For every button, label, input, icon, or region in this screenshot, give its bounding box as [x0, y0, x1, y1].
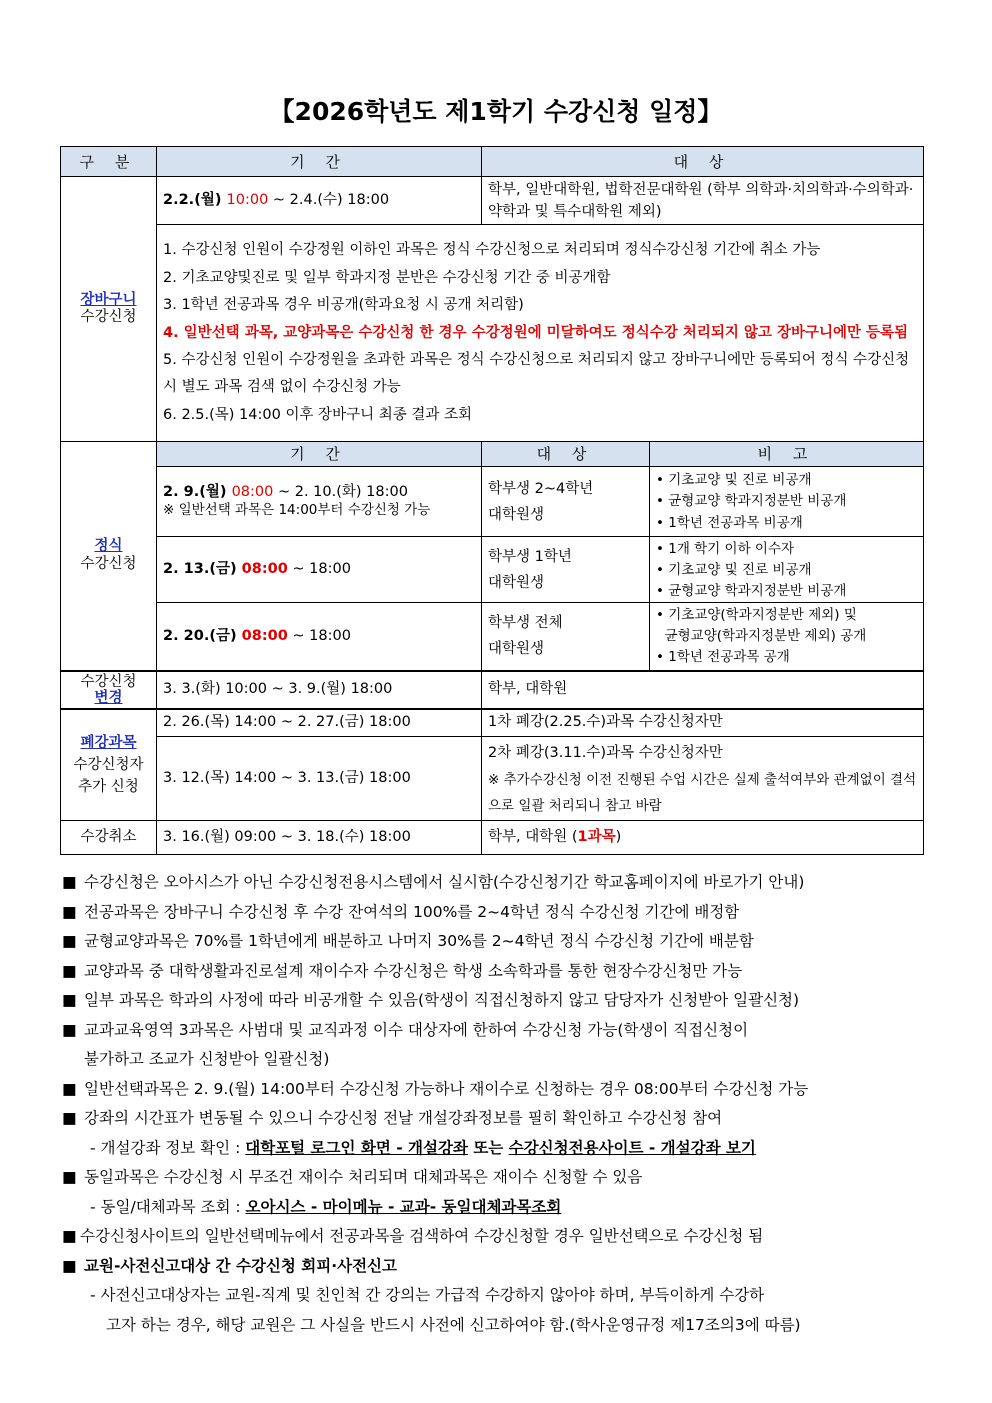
official-row-3-target — [482, 603, 650, 671]
official-subheader-period: 기 간 — [157, 442, 482, 467]
official-row-1-target-1: 학부생 2~4학년 — [488, 480, 594, 497]
square-bullet-icon: ■ — [62, 1227, 77, 1245]
official-row-1-target — [482, 467, 650, 537]
note-text-7: 일반선택과목은 2. 9.(월) 14:00부터 수강신청 가능하나 재이수로 신청하는 경우 08:00부터 수강신청 가능 — [84, 1079, 809, 1098]
header-target: 대 상 — [482, 147, 924, 177]
change-row — [61, 671, 924, 709]
note-8-sub-link-2: 수강신청전용사이트 - 개설강좌 보기 — [508, 1138, 756, 1157]
official-row-3 — [61, 603, 924, 671]
official-category-sub: 수강신청 — [80, 555, 137, 572]
note-item-6 — [62, 1016, 924, 1075]
square-bullet-icon: ■ — [62, 991, 77, 1009]
note-8-sub-label: - 개설강좌 정보 확인 : — [90, 1138, 246, 1157]
closed-row-2-period: 3. 12.(목) 14:00 ~ 3. 13.(금) 18:00 — [157, 737, 482, 821]
basket-rule-3: 3. 1학년 전공과목 경우 비공개(학과요청 시 공개 처리함) — [163, 297, 524, 313]
basket-rules-list — [163, 237, 917, 429]
official-row-2-remarks-list — [656, 541, 917, 599]
official-row-1-remarks — [650, 467, 924, 537]
basket-period-time: 10:00 — [226, 191, 269, 208]
official-row-3-rest: ~ 18:00 — [287, 627, 351, 644]
change-category-title: 수강신청 — [80, 673, 137, 690]
cancel-target-b: 1과목 — [577, 828, 616, 845]
note-item-9-sub — [62, 1193, 924, 1223]
page-title: 【2026학년도 제1학기 수강신청 일정】 — [269, 97, 723, 126]
cancel-period: 3. 16.(월) 09:00 ~ 3. 18.(수) 18:00 — [157, 821, 482, 855]
basket-rule-2: 2. 기초교양및진로 및 일부 학과지정 분반은 수강신청 기간 중 비공개함 — [163, 269, 611, 286]
closed-row-2-target-text: 2차 폐강(3.11.수)과목 수강신청자만 — [488, 744, 723, 761]
official-row-1-remarks-list — [656, 472, 917, 531]
closed-category-sub2: 추가 신청 — [78, 778, 139, 795]
notes-list — [62, 868, 924, 1340]
square-bullet-icon: ■ — [62, 932, 77, 950]
closed-category-title: 폐강과목 — [80, 734, 137, 751]
note-text-3: 균형교양과목은 70%를 1학년에게 배분하고 나머지 30%를 2~4학년 정식 수강신청 기간에 배분함 — [84, 932, 754, 950]
basket-period-rest: ~ 2.4.(수) 18:00 — [268, 191, 390, 208]
basket-target: 학부, 일반대학원, 법학전문대학원 (학부 의학과·치의학과·수의학과·약학과 및 특수대학원 제외) — [482, 177, 924, 225]
basket-category — [61, 177, 157, 442]
official-row-3-remarks-list — [656, 607, 917, 665]
closed-category — [61, 709, 157, 821]
change-category — [61, 671, 157, 709]
header-category: 구 분 — [61, 147, 157, 177]
note-item-8 — [62, 1104, 924, 1134]
note-item-5 — [62, 986, 924, 1016]
official-row-2-remark-3: • 균형교양 학과지정분반 비공개 — [656, 582, 847, 599]
square-bullet-icon: ■ — [62, 1168, 77, 1186]
note-8-sub-link-1: 대학포털 로그인 화면 - 개설강좌 — [245, 1138, 468, 1157]
official-row-1-date: 2. 9.(월) — [163, 484, 232, 501]
official-row-1 — [61, 467, 924, 537]
change-category-sub: 변경 — [94, 689, 123, 706]
note-item-4 — [62, 957, 924, 987]
note-item-11-sub-2: 고자 하는 경우, 해당 교원은 그 사실을 반드시 사전에 신고하여야 함.(학사운영규정 제17조의3에 따름) — [106, 1315, 801, 1334]
official-row-1-target-2: 대학원생 — [488, 506, 545, 523]
note-item-9 — [62, 1163, 924, 1193]
note-9-sub-link: 오아시스 - 마이메뉴 - 교과- 동일대체과목조회 — [245, 1197, 562, 1216]
closed-category-sub: 수강신청자 — [73, 756, 144, 773]
official-row-1-rest: ~ 2. 10.(화) 18:00 — [273, 484, 408, 501]
official-row-1-time: 08:00 — [231, 484, 274, 501]
official-row-2-rest: ~ 18:00 — [287, 560, 351, 577]
official-row-3-period — [157, 603, 482, 671]
basket-period-date: 2.2.(월) — [163, 191, 227, 208]
official-row-3-target-2: 대학원생 — [488, 641, 545, 658]
official-category — [61, 442, 157, 671]
basket-rules-row — [61, 225, 924, 442]
note-text-11: 교원-사전신고대상 간 수강신청 회피·사전신고 — [84, 1256, 397, 1275]
official-row-1-note: ※ 일반선택 과목은 14:00부터 수강신청 가능 — [163, 501, 431, 518]
basket-rule-5: 5. 수강신청 인원이 수강정원을 초과한 과목은 정식 수강신청으로 처리되지 않고 장바구니에만 등록되어 정식 수강신청 시 별도 과목 검색 없이 수강신청 가능 — [163, 351, 910, 395]
closed-row-1-target: 1차 폐강(2.25.수)과목 수강신청자만 — [482, 709, 924, 737]
official-row-3-remark-3: • 1학년 전공과목 공개 — [656, 649, 790, 666]
note-text-2: 전공과목은 장바구니 수강신청 후 수강 잔여석의 100%를 2~4학년 정식 수강신청 기간에 배정함 — [84, 902, 740, 921]
square-bullet-icon: ■ — [62, 961, 77, 980]
note-text-1: 수강신청은 오아시스가 아닌 수강신청전용시스템에서 실시함(수강신청기간 학교홈페이지에 바로가기 안내) — [84, 873, 805, 891]
official-category-title: 정식 — [94, 538, 123, 555]
table-header-row — [61, 147, 924, 177]
closed-row-1-period: 2. 26.(목) 14:00 ~ 2. 27.(금) 18:00 — [157, 709, 482, 737]
official-row-3-time: 08:00 — [241, 627, 288, 644]
cancel-target — [482, 821, 924, 855]
official-row-2-time: 08:00 — [241, 560, 288, 577]
cancel-category: 수강취소 — [61, 821, 157, 855]
basket-category-title: 장바구니 — [80, 291, 137, 308]
official-row-1-remark-1: • 기초교양 및 진로 비공개 — [656, 472, 812, 488]
official-row-2-target-1: 학부생 1학년 — [488, 548, 572, 565]
official-subheader-remarks: 비 고 — [650, 442, 924, 467]
official-row-3-target-1: 학부생 전체 — [488, 615, 563, 632]
official-row-3-date: 2. 20.(금) — [163, 627, 242, 644]
change-period: 3. 3.(화) 10:00 ~ 3. 9.(월) 18:00 — [157, 671, 482, 709]
official-row-3-remark-1: • 기초교양(학과지정분반 제외) 및 — [656, 607, 857, 624]
closed-row-2-target — [482, 737, 924, 821]
closed-row-2-note: ※ 추가수강신청 이전 진행된 수업 시간은 실제 출석여부와 관계없이 결석으로 일괄 처리되니 참고 바람 — [488, 771, 917, 814]
note-text-6a: 교과교육영역 3과목은 사범대 및 교직과정 이수 대상자에 한하여 수강신청 가능(학생이 직접신청이 — [84, 1020, 749, 1039]
official-row-2-target-2: 대학원생 — [488, 574, 545, 591]
basket-rule-4: 4. 일반선택 과목, 교양과목은 수강신청 한 경우 수강정원에 미달하여도 정식수강 처리되지 않고 장바구니에만 등록됨 — [163, 324, 909, 341]
note-item-11 — [62, 1252, 924, 1282]
official-row-1-period — [157, 467, 482, 537]
square-bullet-icon: ■ — [62, 873, 77, 891]
note-text-10: 수강신청사이트의 일반선택메뉴에서 전공과목을 검색하여 수강신청할 경우 일반선택으로 수강신청 됨 — [80, 1227, 764, 1245]
official-subheader-target: 대 상 — [482, 442, 650, 467]
basket-period-row — [61, 177, 924, 225]
basket-rule-6: 6. 2.5.(목) 14:00 이후 장바구니 최종 결과 조회 — [163, 406, 472, 423]
note-text-5: 일부 과목은 학과의 사정에 따라 비공개할 수 있음(학생이 직접신청하지 않고 담당자가 신청받아 일괄신청) — [84, 991, 800, 1009]
cancel-target-c: ) — [615, 828, 622, 845]
note-item-11-sub-1: - 사전신고대상자는 교원-직계 및 친인척 간 강의는 가급적 수강하지 않아야 하며, 부득이하게 수강하 — [90, 1286, 765, 1304]
official-row-2-remark-1: • 1개 학기 이하 이수자 — [656, 540, 795, 557]
note-item-7 — [62, 1075, 924, 1105]
official-row-2-date: 2. 13.(금) — [163, 560, 242, 577]
change-target: 학부, 대학원 — [482, 671, 924, 709]
note-text-4: 교양과목 중 대학생활과진로설계 재이수자 수강신청은 학생 소속학과를 통한 현장수강신청만 가능 — [84, 961, 743, 980]
official-row-2-remark-2: • 기초교양 및 진로 비공개 — [656, 561, 812, 578]
cancel-row — [61, 821, 924, 855]
basket-period — [157, 177, 482, 225]
note-9-sub-label: - 동일/대체과목 조회 : — [90, 1197, 246, 1216]
official-row-3-remark-2: 균형교양(학과지정분반 제외) 공개 — [656, 628, 867, 645]
square-bullet-icon: ■ — [62, 1079, 77, 1098]
official-row-2-period — [157, 537, 482, 603]
note-item-8-sub — [62, 1134, 924, 1164]
official-row-2-remarks — [650, 537, 924, 603]
cancel-target-a: 학부, 대학원 ( — [488, 828, 578, 845]
official-row-3-remarks — [650, 603, 924, 671]
closed-row-1 — [61, 709, 924, 737]
square-bullet-icon: ■ — [62, 1256, 77, 1275]
schedule-table — [60, 146, 924, 855]
official-row-1-remark-2: • 균형교양 학과지정분반 비공개 — [656, 493, 847, 509]
note-item-1 — [62, 868, 924, 898]
note-item-10 — [62, 1222, 924, 1252]
square-bullet-icon: ■ — [62, 902, 77, 921]
official-row-1-remark-3: • 1학년 전공과목 비공개 — [656, 515, 803, 531]
square-bullet-icon: ■ — [62, 1020, 77, 1039]
official-row-2-target — [482, 537, 650, 603]
square-bullet-icon: ■ — [62, 1109, 77, 1127]
basket-rules — [157, 225, 924, 442]
note-8-sub-or: 또는 — [467, 1138, 509, 1157]
note-text-8: 강좌의 시간표가 변동될 수 있으니 수강신청 전날 개설강좌정보를 필히 확인하고 수강신청 참여 — [84, 1109, 723, 1127]
closed-row-2 — [61, 737, 924, 821]
note-item-3 — [62, 927, 924, 957]
basket-category-sub: 수강신청 — [80, 309, 137, 325]
official-row-2 — [61, 537, 924, 603]
header-period: 기 간 — [157, 147, 482, 177]
note-item-2 — [62, 898, 924, 928]
official-subheader-row — [61, 442, 924, 467]
basket-rule-1: 1. 수강신청 인원이 수강정원 이하인 과목은 정식 수강신청으로 처리되며 정식수강신청 기간에 취소 가능 — [163, 242, 821, 258]
note-text-6b: 불가하고 조교가 신청받아 일괄신청) — [84, 1050, 330, 1068]
note-text-9: 동일과목은 수강신청 시 무조건 재이수 처리되며 대체과목은 재이수 신청할 수 있음 — [84, 1168, 643, 1186]
